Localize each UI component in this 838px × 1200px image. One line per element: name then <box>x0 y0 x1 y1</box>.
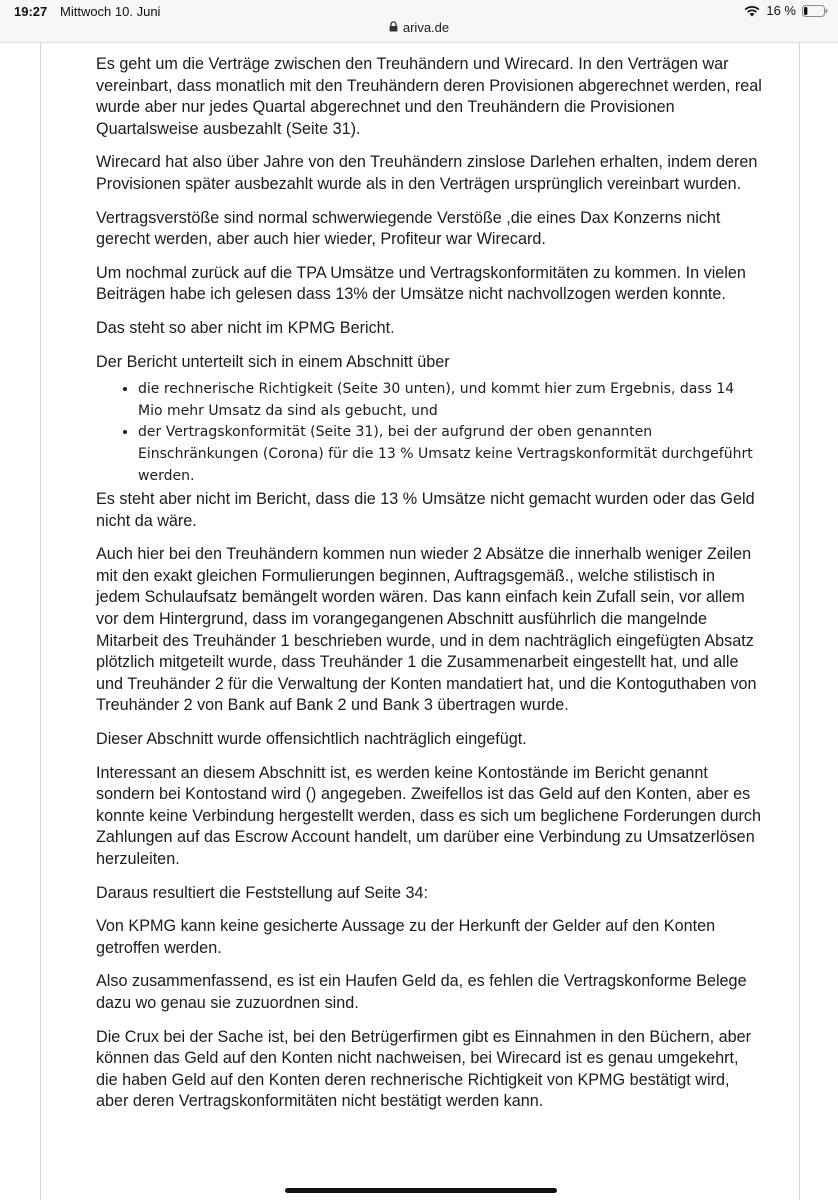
url-domain: ariva.de <box>402 20 450 35</box>
paragraph: Es geht um die Verträge zwischen den Treuhändern und Wirecard. In den Verträgen war vereinbart, dass monatlich mit den Treuhändern deren Provisionen abgerechnet werden, real wurde aber nur jedes Quartal abgerechnet und den Treuhändern die Provisionen Quartalsweise ausbezahlt (Seite 31). <box>96 55 762 138</box>
wifi-icon <box>744 5 760 17</box>
status-date: Mittwoch 10. Juni <box>60 4 161 19</box>
bullet-list <box>96 379 763 487</box>
paragraph: Wirecard hat also über Jahre von den Treuhändern zinslose Darlehen erhalten, indem deren Provisionen später ausbezahlt wurde als in den Verträgen ursprünglich vereinbart wurden. <box>96 153 758 193</box>
battery-icon <box>802 5 828 17</box>
paragraph: Dieser Abschnitt wurde offensichtlich nachträglich eingefügt. <box>96 730 527 749</box>
paragraph: Die Crux bei der Sache ist, bei den Betrügerfirmen gibt es Einnahmen in den Büchern, aber können das Geld auf den Konten nicht nachweisen, bei Wirecard ist es genau umgekehrt, die haben Geld auf den Konten deren rechnerische Richtigkeit von KPMG bestätigt wird, aber deren Vertragskonformitäten nicht bestätigt werden kann. <box>96 1027 752 1111</box>
paragraph: Von KPMG kann keine gesicherte Aussage zu der Herkunft der Gelder auf den Konten getroffen werden. <box>96 917 716 957</box>
paragraph: Um nochmal zurück auf die TPA Umsätze und Vertragskonformitäten zu kommen. In vielen Beiträgen habe ich gelesen dass 13% der Umsätze nicht nachvollzogen werden konnte. <box>96 263 746 304</box>
article-content[interactable] <box>40 42 800 1200</box>
home-indicator[interactable] <box>285 1188 557 1193</box>
paragraph: Das steht so aber nicht im KPMG Bericht. <box>96 318 395 337</box>
paragraph: Auch hier bei den Treuhändern kommen nun wieder 2 Absätze die innerhalb weniger Zeilen mit den exakt gleichen Formulierungen beginnen, Auftragsgemäß., welche stilistisch in jedem Schulaufsatz bemängelt worden wären. Das kann einfach kein Zufall sein, vor allem vor dem Hintergrund, dass im vorangegangenen Abschnitt ausführlich die mangelnde Mitarbeit des Treuhänder 1 beschrieben wurde, und in dem nachträglich eingefügten Absatz plötzlich mitgeteilt wurde, dass Treuhänder 1 die Zusammenarbeit eingestellt hat, und alle und Treuhänder 2 für die Verwaltung der Konten mandatiert hat, und die Kontoguthaben von Treuhänder 2 von Bank auf Bank 2 und Bank 3 übertragen wurde. <box>96 545 757 715</box>
status-bar <box>0 0 838 43</box>
address-bar[interactable] <box>0 20 838 35</box>
status-indicators <box>744 3 828 18</box>
lock-icon <box>389 20 398 35</box>
paragraph: Der Bericht unterteilt sich in einem Abschnitt über <box>96 352 450 371</box>
paragraph: Interessant an diesem Abschnitt ist, es werden keine Kontostände im Bericht genannt sondern bei Kontostand wird () angegeben. Zweifellos ist das Geld auf den Konten, aber es konnte keine Verbindung hergestellt werden, dass es sich um beglichene Forderungen durch Zahlungen auf das Escrow Account handelt, um darüber eine Verbindung zu Umsatzerlösen herzuleiten. <box>96 763 762 868</box>
paragraph: Vertragsverstöße sind normal schwerwiegende Verstöße ,die eines Dax Konzerns nicht gerecht werden, aber auch hier wieder, Profiteur war Wirecard. <box>96 208 721 249</box>
list-item: • die rechnerische Richtigkeit (Seite 30 unten), und kommt hier zum Ergebnis, dass 14 Mio mehr Umsatz da sind als gebucht, und <box>138 379 763 422</box>
status-time: 19:27 <box>14 4 48 19</box>
paragraph: Es steht aber nicht im Bericht, dass die 13 % Umsätze nicht gemacht wurden oder das Geld nicht da wäre. <box>96 490 755 530</box>
battery-percent: 16 % <box>766 3 796 18</box>
paragraph: Daraus resultiert die Feststellung auf Seite 34: <box>96 883 429 902</box>
list-item: • der Vertragskonformität (Seite 31), bei der aufgrund der oben genannten Einschränkungen (Corona) für die 13 % Umsatz keine Vertragskonformität durchgeführt werden. <box>138 422 763 487</box>
paragraph: Also zusammenfassend, es ist ein Haufen Geld da, es fehlen die Vertragskonforme Belege dazu wo genau sie zuzuordnen sind. <box>96 972 747 1012</box>
